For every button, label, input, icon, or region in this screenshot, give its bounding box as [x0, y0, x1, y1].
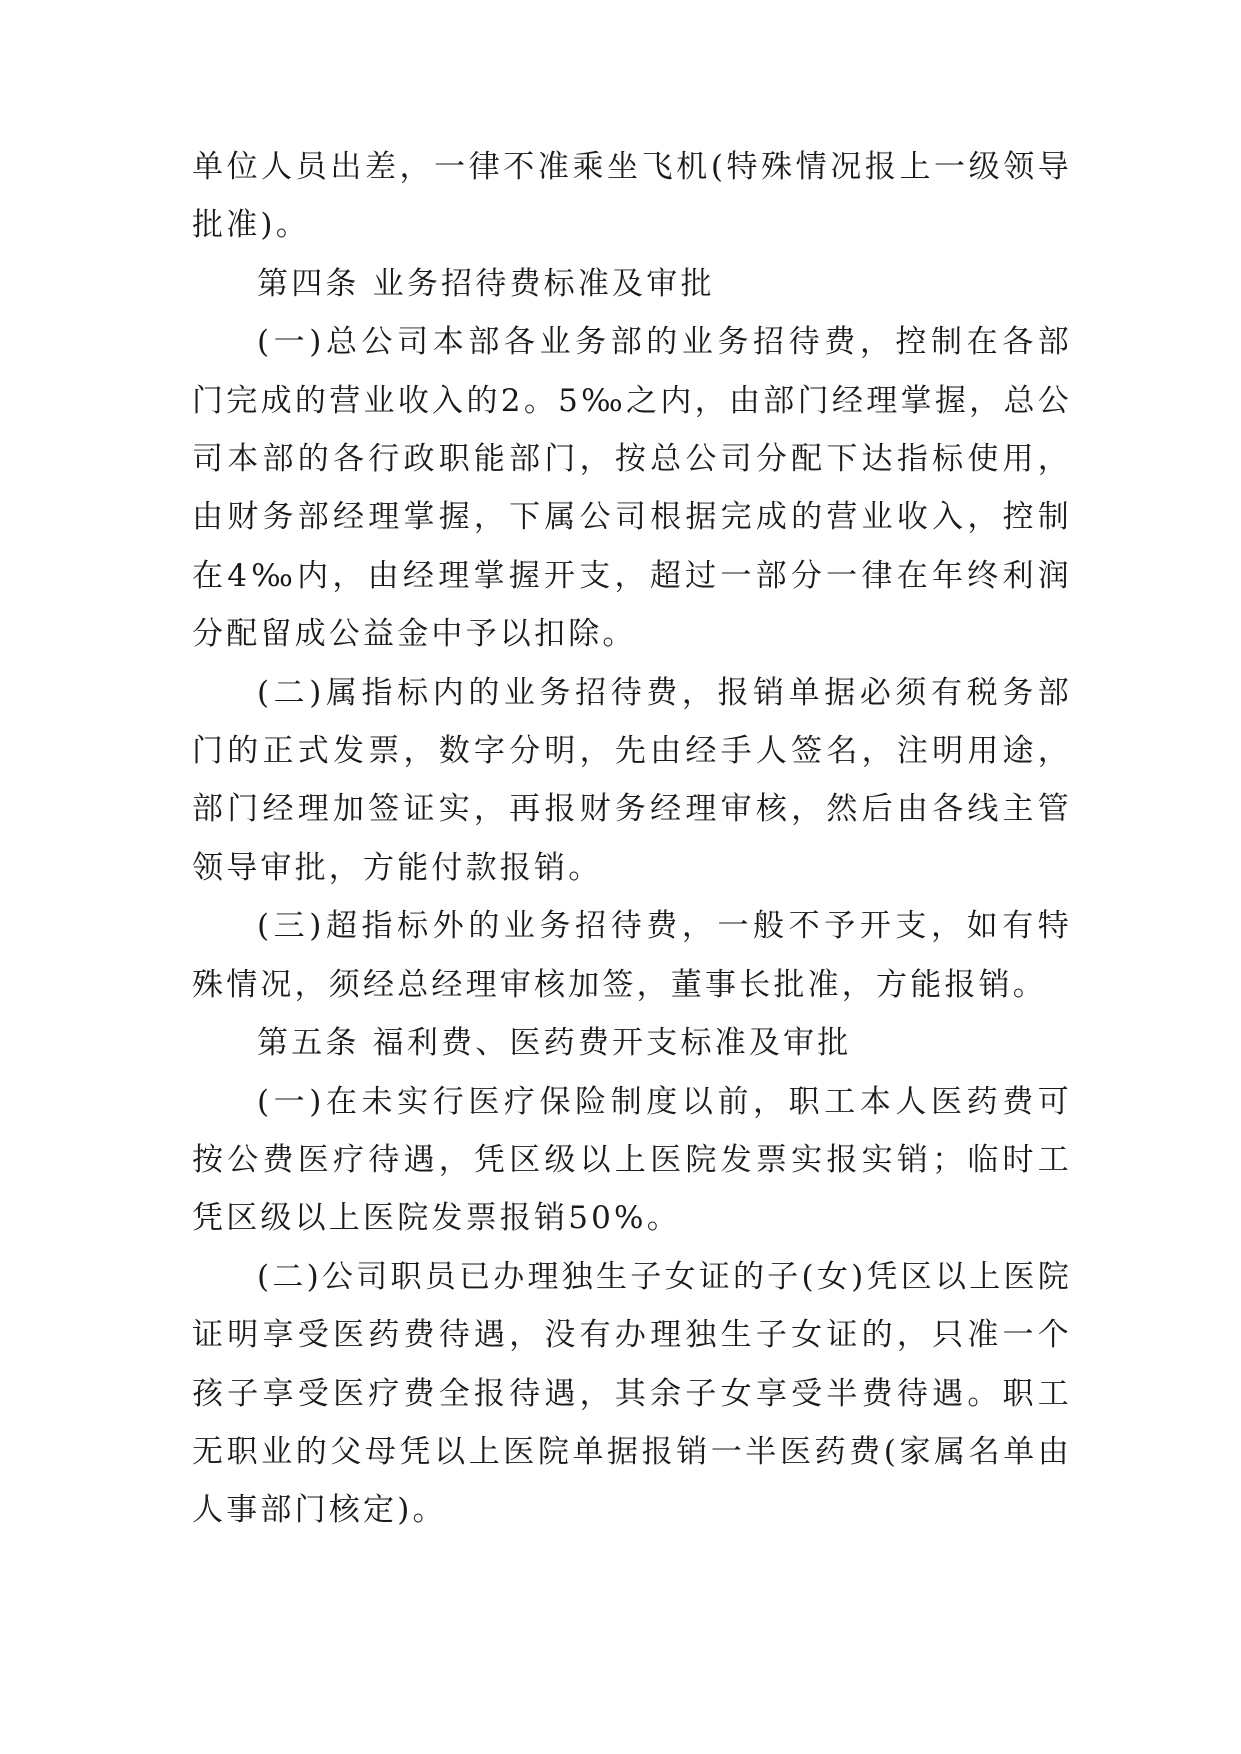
article-4-clause-3: (三)超指标外的业务招待费，一般不予开支，如有特殊情况，须经总经理审核加签，董事长批准，方能报销。: [192, 908, 1072, 1003]
article-5-clause-1: (一)在未实行医疗保险制度以前，职工本人医药费可按公费医疗待遇，凭区级以上医院发票实报实销；临时工凭区级以上医院发票报销50%。: [192, 1083, 1072, 1237]
article-4-heading: 第四条 业务招待费标准及审批: [257, 265, 715, 302]
article-4-clause-2: (二)属指标内的业务招待费，报销单据必须有税务部门的正式发票，数字分明，先由经手人签名，注明用途，部门经理加签证实，再报财务经理审核，然后由各线主管领导审批，方能付款报销。: [192, 674, 1072, 886]
article-4-clause-1: (一)总公司本部各业务部的业务招待费，控制在各部门完成的营业收入的2。5‰之内，由部门经理掌握，总公司本部的各行政职能部门，按总公司分配下达指标使用，由财务部经理掌握，下属公司根据完成的营业收入，控制在4‰内，由经理掌握开支，超过一部分一律在年终利润分配留成公益金中予以扣除。: [192, 324, 1072, 653]
paragraph-business-trip-flight-rule: 单位人员出差，一律不准乘坐飞机(特殊情况报上一级领导批准)。: [192, 149, 1072, 244]
article-5-heading: 第五条 福利费、医药费开支标准及审批: [257, 1025, 852, 1062]
document-page: [192, 138, 1072, 1540]
article-5-clause-2: (二)公司职员已办理独生子女证的子(女)凭区以上医院证明享受医药费待遇，没有办理独生子女证的，只准一个孩子享受医疗费全报待遇，其余子女享受半费待遇。职工无职业的父母凭以上医院单据报销一半医药费(家属名单由人事部门核定)。: [192, 1258, 1072, 1529]
